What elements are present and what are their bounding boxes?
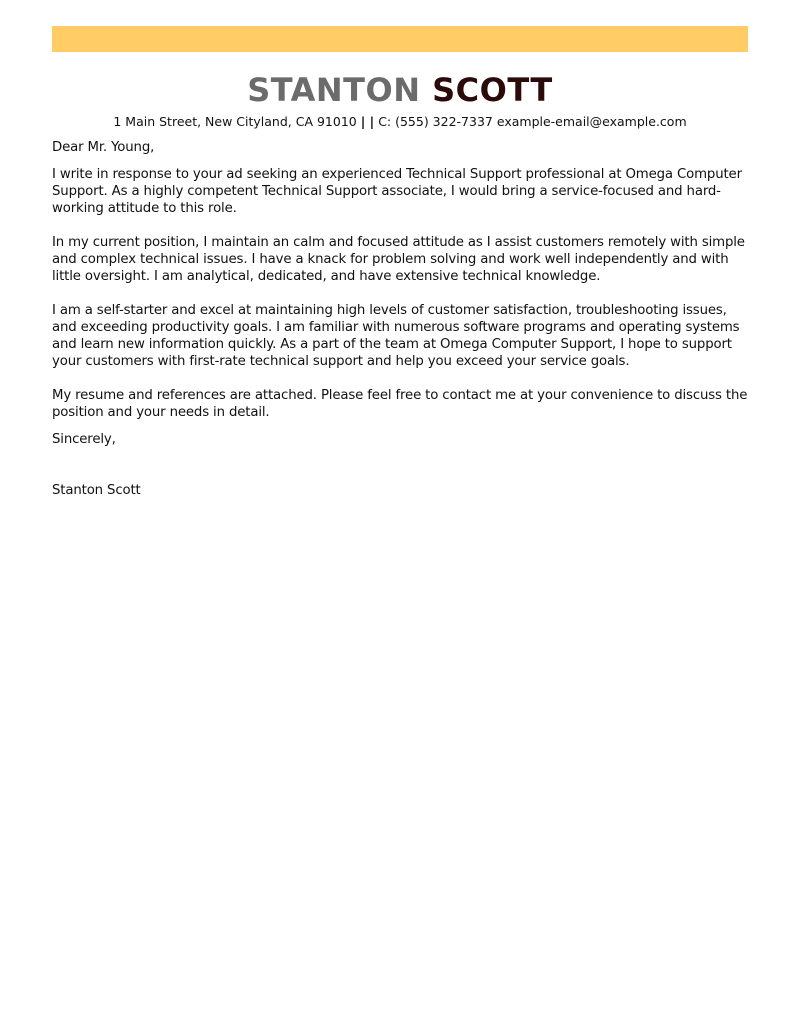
applicant-name [0,70,800,110]
phone: C: (555) 322-7337 [378,114,493,129]
contact-separator: | | [360,114,375,129]
salutation: Dear Mr. Young, [52,140,155,155]
letter-body [52,139,752,499]
first-name: STANTON [247,71,421,109]
paragraph-3: I am a self-starter and excel at maintaining high levels of customer satisfaction, troubleshooting issues, and exceeding productivity goals. I am familiar with numerous software programs and operating systems and learn new information quickly. As a part of the team at Omega Computer Support, I hope to support your customers with first-rate technical support and help you exceed your service goals. [52,303,740,369]
signature: Stanton Scott [52,483,141,498]
paragraph-2: In my current position, I maintain an calm and focused attitude as I assist customers remotely with simple and complex technical issues. I have a knack for problem solving and work well independently and with little oversight. I am analytical, dedicated, and have extensive technical knowledge. [52,235,745,284]
address: 1 Main Street, New Cityland, CA 91010 [113,114,357,129]
email: example-email@example.com [496,114,687,129]
contact-line [0,114,800,130]
closing: Sincerely, [52,432,116,447]
paragraph-4: My resume and references are attached. Please feel free to contact me at your convenience to discuss the position and your needs in detail. [52,388,748,420]
last-name: SCOTT [432,71,553,109]
paragraph-1: I write in response to your ad seeking an experienced Technical Support professional at Omega Computer Support. As a highly competent Technical Support associate, I would bring a service-focused and hard-working attitude to this role. [52,167,742,216]
header-accent-bar [52,26,748,52]
